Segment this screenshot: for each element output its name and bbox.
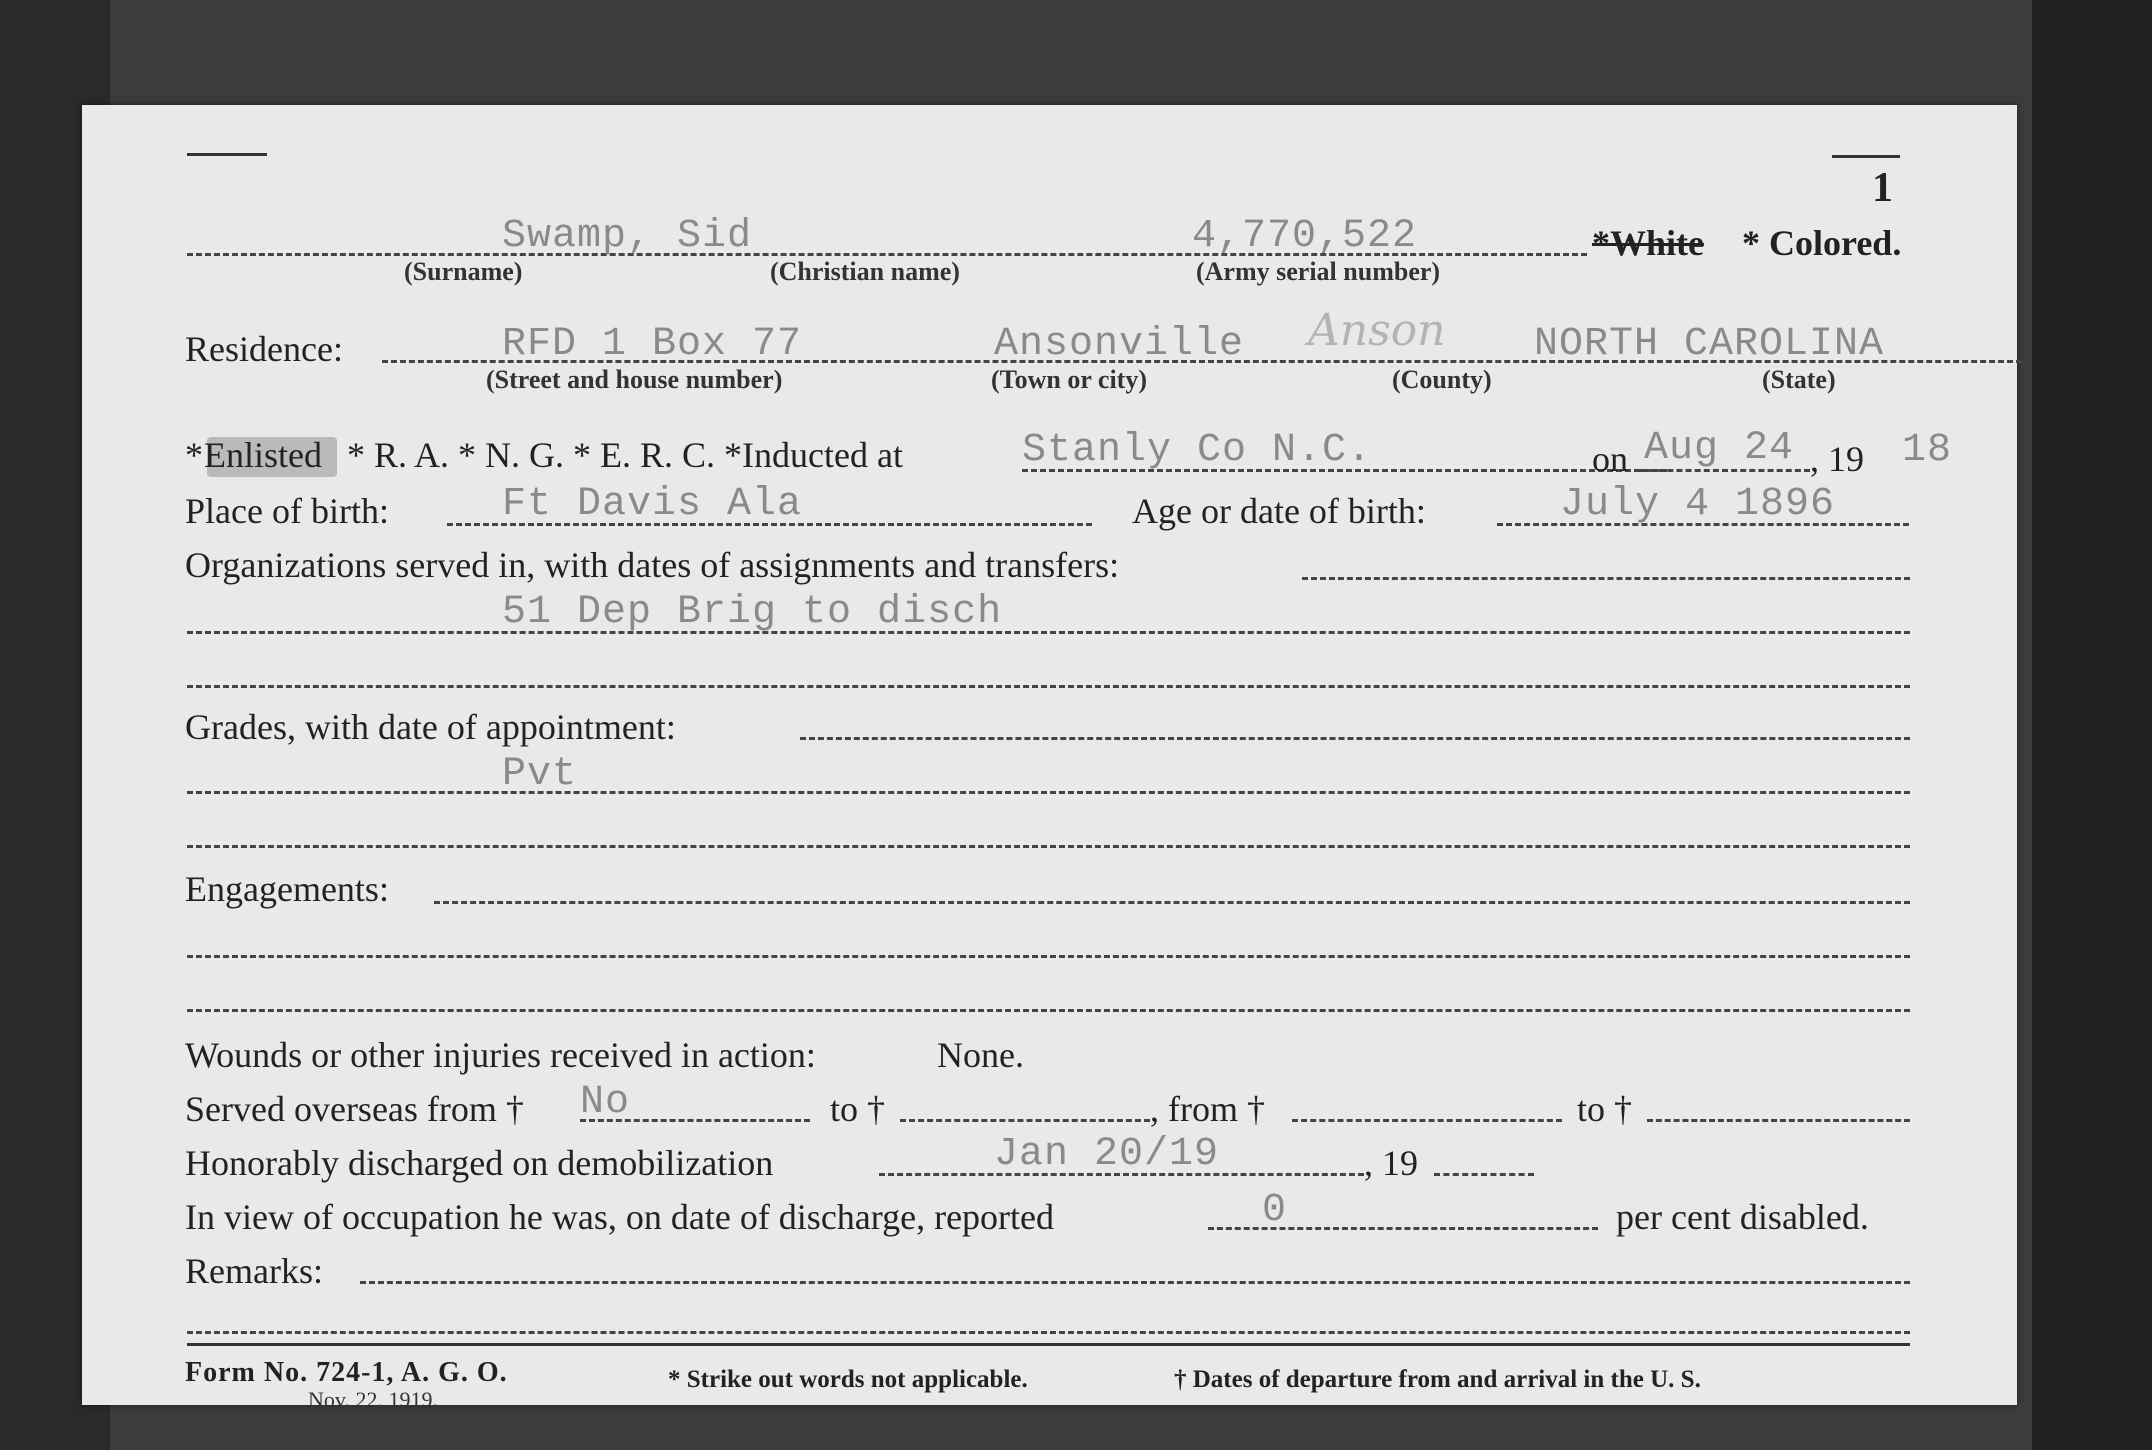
background-right [2032,0,2152,1450]
serial-value: 4,770,522 [1192,214,1418,259]
residence-state: NORTH CAROLINA [1534,322,1885,367]
residence-county: Anson [1308,305,1446,356]
wounds-value: None. [937,1035,1024,1075]
birthdate-label: Age or date of birth: [1132,491,1426,531]
serial-label: (Army serial number) [1196,257,1441,286]
disability-suffix: per cent disabled. [1616,1197,1869,1237]
surname-label: (Surname) [404,257,523,286]
disability-value: 0 [1262,1188,1288,1233]
induction-date: Aug 24 [1644,426,1795,471]
form-number: Form No. 724-1, A. G. O. [185,1357,508,1388]
top-right-rule [1832,155,1900,158]
disability-label: In view of occupation he was, on date of discharge, reported [185,1197,1055,1237]
christian-name-label: (Christian name) [770,257,960,286]
overseas-from-line-2 [1292,1119,1562,1122]
race-colored: * Colored. [1742,223,1902,263]
form-date: Nov. 22, 1919. [308,1387,438,1412]
name-value: Swamp, Sid [502,214,753,259]
enlisted-option: Enlisted [204,435,322,475]
top-left-rule [187,153,267,156]
grades-line-3 [187,845,1910,848]
induction-on-label: on [1592,439,1628,479]
engagements-line-3 [187,1009,1910,1012]
residence-label: Residence: [185,329,343,369]
enlistment-options: * R. A. * N. G. * E. R. C. *Inducted at [347,435,903,475]
wounds-label: Wounds or other injuries received in action: [185,1035,816,1075]
grades-line-1 [800,737,1910,740]
organizations-line-1 [1302,577,1910,580]
engagements-line-1 [434,901,1910,904]
induction-year-prefix: , 19 [1810,439,1864,479]
discharge-label: Honorably discharged on demobilization [185,1143,774,1183]
footer-rule [187,1343,1910,1346]
birthdate-value: July 4 1896 [1560,482,1836,527]
race-white: *White [1592,223,1704,263]
overseas-from-value: No [580,1080,631,1125]
card-number: 1 [1872,165,1893,211]
discharge-year-prefix: , 19 [1364,1143,1418,1183]
service-record-card [82,105,2017,1412]
overseas-to-label-2: to † [1577,1089,1633,1129]
town-label: (Town or city) [991,365,1147,394]
county-label: (County) [1392,365,1492,394]
overseas-dates-note: † Dates of departure from and arrival in the U. S. [1174,1366,1701,1393]
engagements-line-2 [187,955,1910,958]
overseas-to-line-2 [1647,1119,1910,1122]
organizations-line-2 [187,631,1910,634]
grades-label: Grades, with date of appointment: [185,707,676,747]
residence-street: RFD 1 Box 77 [502,322,803,367]
overseas-to-line-1 [900,1119,1150,1122]
organizations-label: Organizations served in, with dates of assignments and transfers: [185,545,1120,585]
remarks-label: Remarks: [185,1251,323,1291]
grades-line-2 [187,791,1910,794]
discharge-year-line [1434,1173,1534,1176]
birthplace-label: Place of birth: [185,491,389,531]
engagements-label: Engagements: [185,869,389,909]
enlistment-prefix: * [185,435,203,475]
induction-year-suffix: 18 [1902,428,1953,473]
organizations-line-3 [187,685,1910,688]
remarks-line-2 [187,1331,1910,1334]
organizations-value: 51 Dep Brig to disch [502,590,1003,635]
remarks-line-1 [360,1281,1910,1284]
residence-town: Ansonville [994,322,1245,367]
discharge-value: Jan 20/19 [994,1132,1220,1177]
overseas-to-label-1: to † [830,1089,886,1129]
street-label: (Street and house number) [486,365,783,394]
overseas-from-label: Served overseas from † [185,1089,524,1129]
birthplace-value: Ft Davis Ala [502,482,803,527]
grades-value: Pvt [502,752,578,797]
strike-out-note: * Strike out words not applicable. [668,1366,1028,1393]
state-label: (State) [1762,365,1836,394]
overseas-from-label-2: , from † [1150,1089,1265,1129]
induction-place: Stanly Co N.C. [1022,428,1373,473]
